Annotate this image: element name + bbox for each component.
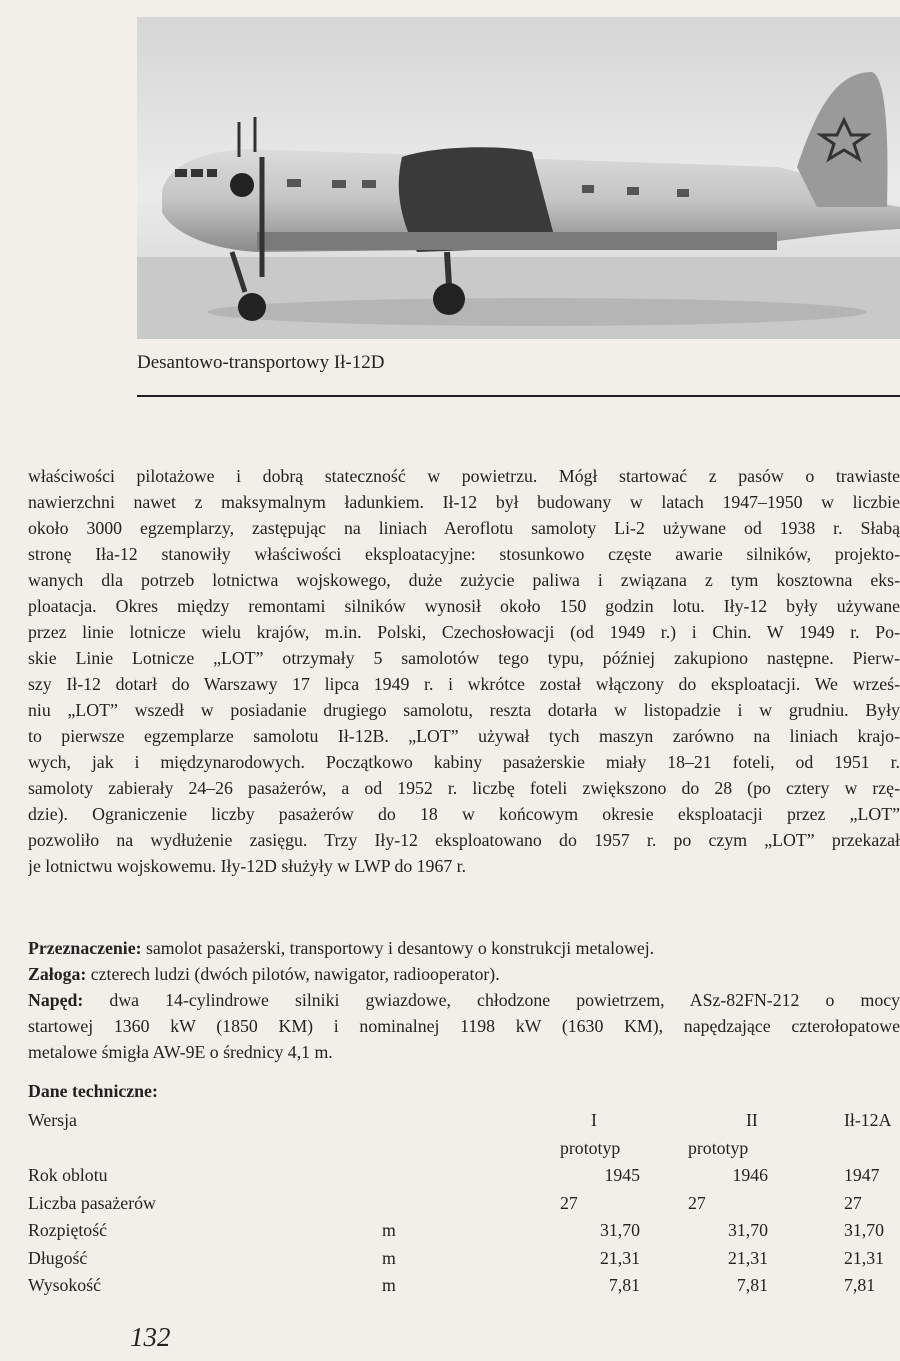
header-v3: Ił-12A [844,1110,892,1130]
header-v2: II [746,1110,758,1130]
row-label: Rok oblotu [28,1165,108,1185]
wing [257,232,777,250]
table-row [28,1162,900,1190]
text-line: pozwoliło na wydłużenie zasięgu. Trzy Iły-12 eksploatowano do 1957 r. po czym „LOT” przekazał [28,830,900,850]
text-line: wanych dla potrzeb lotnictwa wojskowego, duże zużycie paliwa i związana z tym kosztowna eks- [28,570,900,590]
row-label: Długość [28,1247,88,1268]
row-v3: 31,70 [844,1220,885,1240]
spec-purpose [28,935,900,961]
row-unit: m [382,1247,396,1268]
text-line: szy Ił-12 dotarł do Warszawy 17 lipca 1949 r. i wkrótce został włączony do eksploatacji. We wrześ- [28,674,900,694]
ground-shadow [207,298,867,326]
spec-crew-text: czterech ludzi (dwóch pilotów, nawigator, radiooperator). [86,964,500,984]
row-v2: 21,31 [727,1247,768,1268]
row-v3: 21,31 [844,1247,885,1268]
table-subheader-row [28,1135,900,1163]
row-unit: m [382,1220,396,1240]
text-line: nawierzchni nawet z maksymalnym ładunkiem. Ił-12 był budowany w latach 1947–1950 w liczbie [28,492,900,512]
spec-engine [28,987,900,1013]
row-v2: 7,81 [736,1275,768,1295]
text-line: niu „LOT” wszedł w posiadanie drugiego samolotu, reszta dotarła w listopadzie i w grudniu. Były [28,700,900,720]
row-v2: 27 [688,1192,706,1213]
table-header-row [28,1107,900,1135]
row-v1: 7,81 [608,1275,640,1295]
row-label: Rozpiętość [28,1220,108,1240]
row-label: Wysokość [28,1275,102,1295]
page-number: 132 [130,1322,171,1352]
text-line: samoloty zabierały 24–26 pasażerów, a od 1952 r. liczbę foteli zwiększono do 28 (po cztery w rzę- [28,778,900,798]
table-row [28,1217,900,1245]
specifications [28,935,900,1065]
cockpit-windows [175,169,217,177]
spec-engine-text-3: metalowe śmigła AW-9E o średnicy 4,1 m. [28,1042,333,1062]
table-row [28,1190,900,1218]
spec-crew [28,961,900,987]
row-label: Liczba pasażerów [28,1192,156,1213]
header-v2-sub: prototyp [688,1137,749,1158]
spec-purpose-text: samolot pasażerski, transportowy i desantowy o konstrukcji metalowej. [141,938,655,958]
row-v1: 27 [560,1192,578,1213]
text-line: około 3000 egzemplarzy, zastępując na liniach Aeroflotu samoloty Li-2 używane od 1938 r. Słabą [28,518,900,538]
row-v2: 1946 [732,1165,768,1185]
text-line: dzie). Ograniczenie liczby pasażerów do 18 w końcowym okresie eksploatacji przez „LOT” [28,804,900,824]
text-line: to pierwsze egzemplarze samolotu Ił-12B. „LOT” używał tych maszyn zarówno na liniach krajo- [28,726,900,746]
row-unit: m [382,1275,396,1295]
spec-engine-text-1: dwa 14-cylindrowe silniki gwiazdowe, chłodzone powietrzem, ASz-82FN-212 o mocy [83,990,900,1010]
row-v1: 31,70 [599,1220,640,1240]
table-row [28,1245,900,1273]
spec-purpose-label: Przeznaczenie: [28,938,142,958]
text-line: wych, jak i międzynarodowych. Początkowo kabiny pasażerskie miały 18–21 foteli, od 1951 r. [28,752,900,772]
row-v3: 7,81 [844,1275,876,1295]
row-v3: 1947 [844,1165,880,1185]
text-line: je lotnictwu wojskowemu. Iły-12D służyły w LWP do 1967 r. [28,856,467,876]
tech-data-table [28,1107,900,1302]
header-version-label: Wersja [28,1110,77,1130]
tech-data-title: Dane techniczne: [28,1081,158,1101]
table-row [28,1272,900,1300]
spec-engine-label: Napęd: [28,990,84,1010]
spec-engine-text-2: startowej 1360 kW (1850 KM) i nominalnej 1198 kW (1630 KM), napędzające czterołopatowe [28,1016,900,1036]
header-v1: I [591,1110,597,1130]
body-text [28,463,900,879]
row-v3: 27 [844,1192,862,1213]
engine-cowl [230,173,254,197]
row-v1: 1945 [604,1165,640,1185]
text-line: ploatacja. Okres między remontami silników wynosił około 150 godzin lotu. Iły-12 były używane [28,596,900,616]
text-line: właściwości pilotażowe i dobrą stateczność w powietrzu. Mógł startować z pasów o trawiaste [28,466,900,486]
figure-caption: Desantowo-transportowy Ił-12D [137,352,385,373]
text-line: stronę Iła-12 stanowiły właściwości eksploatacyjne: stosunkowo częste awarie silników, projekto- [28,544,900,564]
header-v1-sub: prototyp [560,1137,621,1158]
aircraft-photo [137,17,900,339]
spec-crew-label: Załoga: [28,964,87,984]
text-line: skie Linie Lotnicze „LOT” otrzymały 5 samolotów tego typu, później zakupiono następne. Pierw- [28,648,900,668]
row-v1: 21,31 [599,1247,640,1268]
caption-divider [137,395,900,397]
row-v2: 31,70 [727,1220,768,1240]
text-line: przez linie lotnicze wielu krajów, m.in. Polski, Czechosłowacji (od 1949 r.) i Chin. W 1949 r. Po- [28,622,900,642]
